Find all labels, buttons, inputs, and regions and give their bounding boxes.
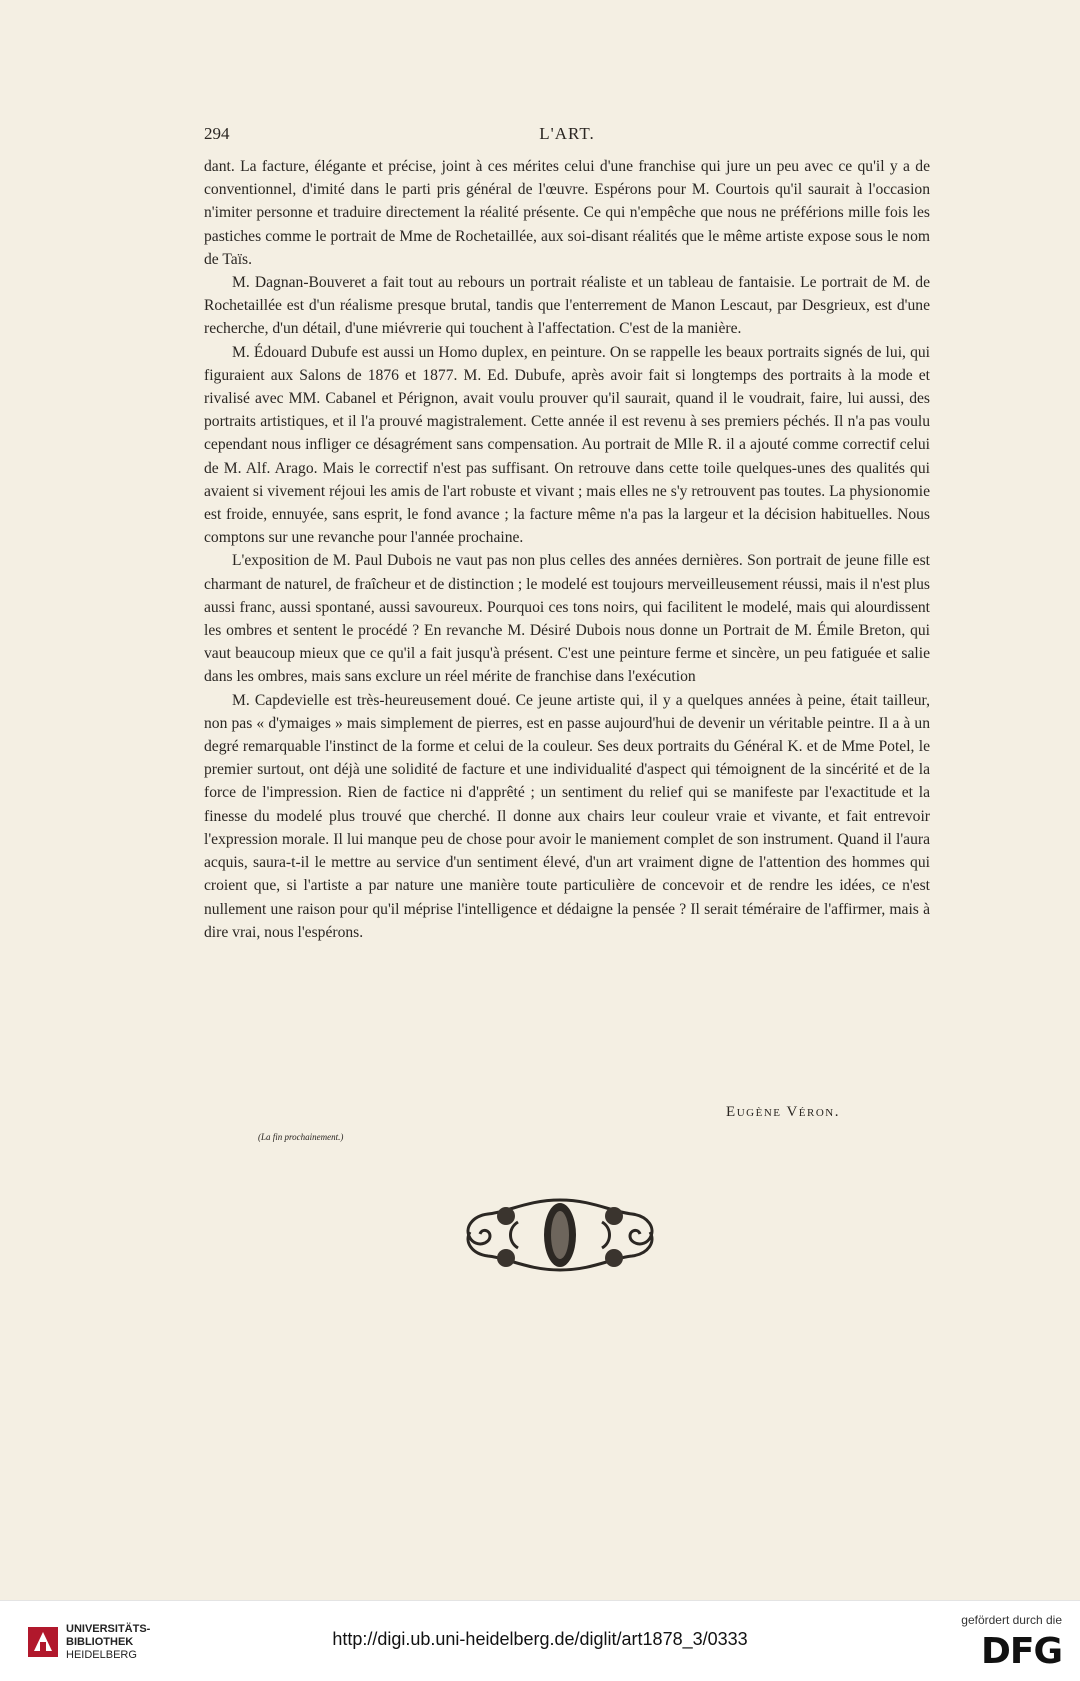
- paragraph: dant. La facture, élégante et précise, joint à ces mérites celui d'une franchise qui jure un peu avec ce qu'il y a de conventionnel, d'imité dans le parti pris général de l'œuvre. Espérons pour M. Courtois qu'il saurait à l'occasion n'imiter personne et traduire directement la réalité présente. Ce qui n'empêche que nous ne préférions mille fois les pastiches comme le portrait de Mme de Rochetaillée, aux soi-disant réalités que le même artiste expose sous le nom de Taïs.: [204, 158, 930, 268]
- viewer-footer: [0, 1600, 1080, 1681]
- running-title: L'ART.: [539, 124, 595, 143]
- ornament-vignette: [458, 1192, 662, 1278]
- paragraph: L'exposition de M. Paul Dubois ne vaut pas non plus celles des années dernières. Son portrait de jeune fille est charmant de naturel, de fraîcheur et de distinction ; le modelé est toujours merveilleusement réussi, mais il n'est plus aussi franc, aussi spontané, aussi savoureux. Pourquoi ces tons noirs, qui facilitent le modelé, mais qui alourdissent les ombres et sentent le procédé ? En revanche M. Désiré Dubois nous donne un Portrait de M. Émile Breton, qui vaut beaucoup mieux que ce qu'il a fait jusqu'à présent. C'est une peinture ferme et sincère, un peu fatiguée et salie dans les ombres, mais sans exclure un réel mérite de franchise dans l'exécution: [204, 552, 930, 686]
- permalink-url[interactable]: http://digi.ub.uni-heidelberg.de/diglit/art1878_3/0333: [332, 1629, 748, 1649]
- footnote: (La fin prochainement.): [258, 1132, 344, 1142]
- paragraph: M. Dagnan-Bouveret a fait tout au rebours un portrait réaliste et un tableau de fantaisie. Le portrait de M. de Rochetaillée est d'un réalisme presque brutal, tandis que l'enterrement de Manon Lescaut, par Desgrieux, est d'une recherche, d'un détail, d'une miévrerie qui touchent à l'affectation. C'est de la manière.: [204, 274, 930, 338]
- paragraph: M. Édouard Dubufe est aussi un Homo duplex, en peinture. On se rappelle les beaux portraits signés de lui, qui figuraient aux Salons de 1876 et 1877. M. Ed. Dubufe, après avoir fait si longtemps des portraits à la mode et rivalisé avec MM. Cabanel et Pérignon, avait voulu prouver qu'il saurait, quand il le voudrait, faire, lui aussi, des portraits artistiques, et il l'a prouvé magistralement. Cette année il est revenu à ses premiers péchés. Il n'a pas voulu cependant nous infliger ce désagrément sans compensation. Au portrait de Mlle R. il a ajouté comme correctif celui de M. Alf. Arago. Mais le correctif n'est pas suffisant. On retrouve dans cette toile quelques-unes des qualités qui avaient si vivement réjoui les amis de l'art robuste et vivant ; mais elles ne s'y retrouvent pas toutes. La physionomie est froide, ennuyée, sans esprit, le fond avance ; la facture même n'a pas la largeur et la décision habituelles. Nous comptons sur une revanche pour l'année prochaine.: [204, 343, 930, 547]
- paragraph: M. Capdevielle est très-heureusement doué. Ce jeune artiste qui, il y a quelques années à peine, était tailleur, non pas « d'ymaiges » mais simplement de pierres, est en passe aujourd'hui de devenir un véritable peintre. Il a à un degré remarquable l'instinct de la forme et celui de la couleur. Ses deux portraits du Général K. et de Mme Potel, le premier surtout, ont déjà une solidité de facture et une individualité d'aspect qui témoignent de la sincérité et de la force de l'impression. Rien de factice ni d'apprêté ; un sentiment du relief qui se manifeste par l'exactitude et la finesse du modelé plus trouvé que cherché. Il donne aux chairs leur couleur vraie et vivante, et fait entrevoir l'expression morale. Il lui manque peu de chose pour avoir le maniement complet de son instrument. Quand il l'aura acquis, saura-t-il le mettre au service d'un sentiment élevé, d'un art vraiment digne de l'attention des hommes qui croient que, si l'artiste a par nature une manière toute particulière de concevoir et de rendre les idées, ce n'est nullement une raison pour qu'il méprise l'intelligence et dédaigne la pensée ? Il serait téméraire de l'affirmer, mais à dire vrai, nous l'espérons.: [204, 691, 930, 941]
- author-signature: Eugène Véron.: [726, 1104, 840, 1120]
- funded-by-label: gefördert durch die: [961, 1613, 1062, 1627]
- page-header: [204, 124, 930, 148]
- institution-name: UNIVERSITÄTS- BIBLIOTHEK HEIDELBERG: [66, 1623, 151, 1661]
- article-body: [204, 155, 930, 944]
- dfg-logo: DFG: [980, 1631, 1062, 1672]
- page-number: 294: [204, 124, 230, 143]
